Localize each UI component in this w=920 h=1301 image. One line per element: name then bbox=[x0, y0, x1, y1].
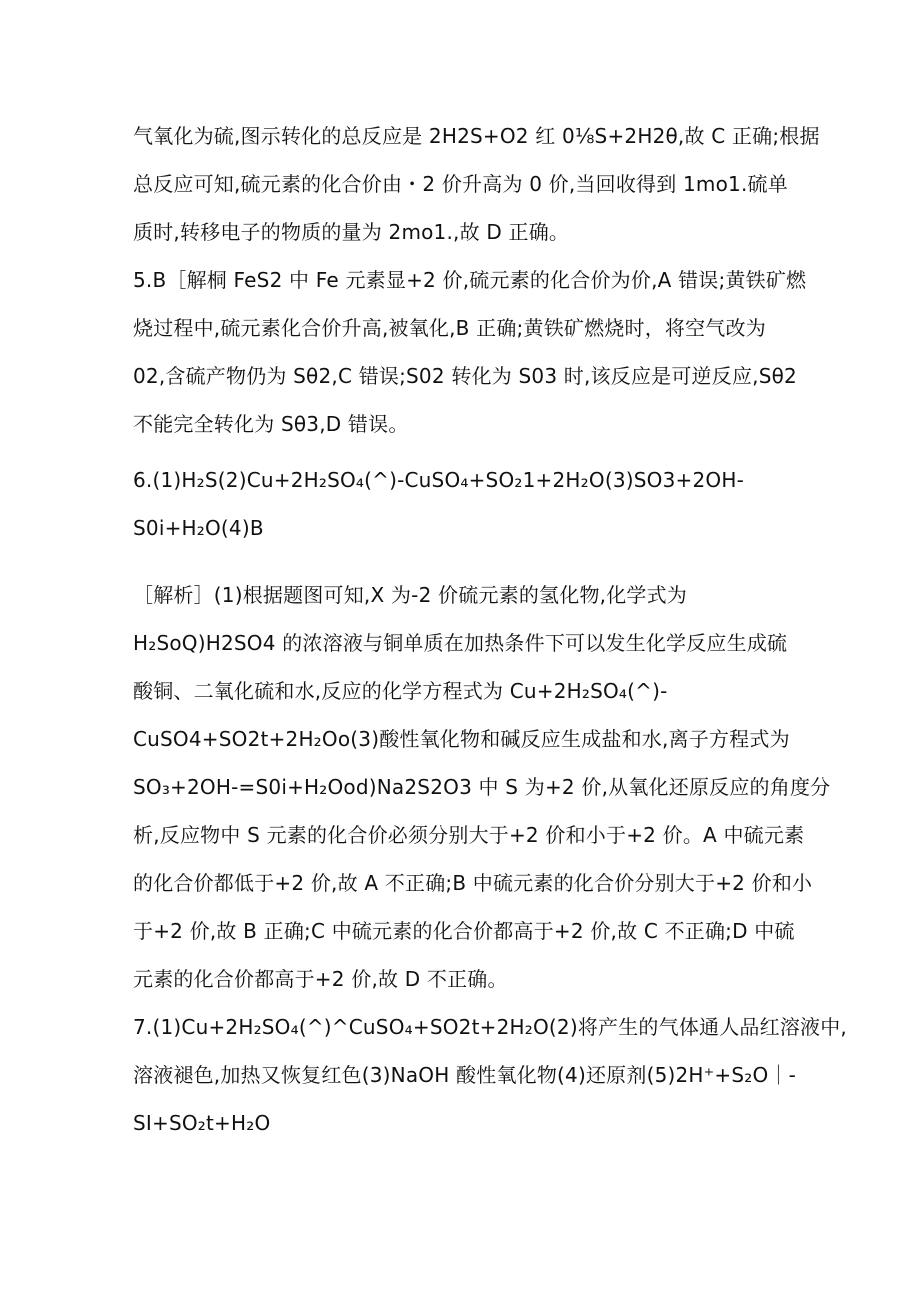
text-line-13: CuSO4+SO2t+2H₂Oo(3)酸性氧化物和碱反应生成盐和水,离子方程式为 bbox=[133, 727, 790, 751]
text-line-9: S0i+H₂O(4)B bbox=[133, 516, 264, 540]
text-line-5: 烧过程中,硫元素化合价升高,被氧化,B 正确;黄铁矿燃烧时，将空气改为 bbox=[133, 316, 766, 340]
text-line-14: SO₃+2OH-=S0i+H₂Ood)Na2S2O3 中 S 为+2 价,从氧化还原反应的角度分 bbox=[133, 775, 831, 799]
text-line-3: 质时,转移电子的物质的量为 2mo1.,故 D 正确。 bbox=[133, 220, 570, 244]
text-line-15: 析,反应物中 S 元素的化合价必须分别大于+2 价和小于+2 价。A 中硫元素 bbox=[133, 823, 805, 847]
text-line-10: ［解析］(1)根据题图可知,X 为-2 价硫元素的氢化物,化学式为 bbox=[133, 583, 688, 607]
text-line-2: 总反应可知,硫元素的化合价由・2 价升高为 0 价,当回收得到 1mo1.硫单 bbox=[133, 172, 788, 196]
text-line-7: 不能完全转化为 Sθ3,D 错误。 bbox=[133, 412, 409, 436]
text-line-18: 元素的化合价都高于+2 价,故 D 不正确。 bbox=[133, 967, 508, 991]
text-line-6: 02,含硫产物仍为 Sθ2,C 错误;S02 转化为 S03 时,该反应是可逆反应,Sθ2 bbox=[133, 364, 797, 388]
text-line-12: 酸铜、二氧化硫和水,反应的化学方程式为 Cu+2H₂SO₄(^)- bbox=[133, 679, 668, 703]
text-line-8: 6.(1)H₂S(2)Cu+2H₂SO₄(^)-CuSO₄+SO₂1+2H₂O(3)SO3+2OH- bbox=[133, 468, 744, 492]
text-line-1: 气氧化为硫,图示转化的总反应是 2H2S+O2 红 0⅛S+2H2θ,故 C 正确;根据 bbox=[133, 124, 820, 148]
text-line-21: SI+SO₂t+H₂O bbox=[133, 1111, 271, 1135]
text-line-11: H₂SoQ)H2SO4 的浓溶液与铜单质在加热条件下可以发生化学反应生成硫 bbox=[133, 631, 788, 655]
text-line-4: 5.B［解桐 FeS2 中 Fe 元素显+2 价,硫元素的化合价为价,A 错误;黄铁矿燃 bbox=[133, 268, 807, 292]
text-line-16: 的化合价都低于+2 价,故 A 不正确;B 中硫元素的化合价分别大于+2 价和小 bbox=[133, 871, 813, 895]
text-line-17: 于+2 价,故 B 正确;C 中硫元素的化合价都高于+2 价,故 C 不正确;D 中硫 bbox=[133, 919, 795, 943]
text-line-20: 溶液褪色,加热又恢复红色(3)NaOH 酸性氧化物(4)还原剂(5)2H⁺+S₂O｜- bbox=[133, 1063, 797, 1087]
text-line-19: 7.(1)Cu+2H₂SO₄(^)^CuSO₄+SO2t+2H₂O(2)将产生的气体通人品红溶液中, bbox=[133, 1015, 847, 1039]
